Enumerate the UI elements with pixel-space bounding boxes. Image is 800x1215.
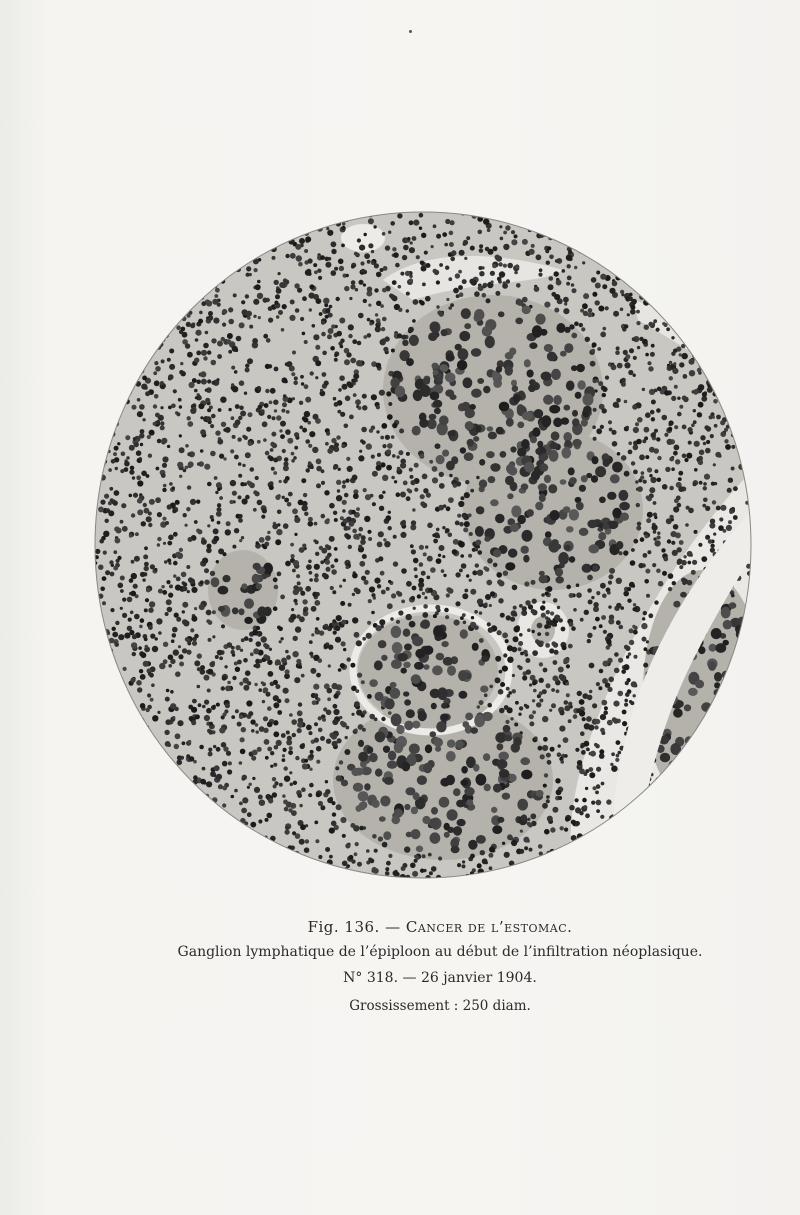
figure-number-date: N° 318. — 26 janvier 1904.: [343, 970, 537, 986]
paper-speck: [409, 30, 412, 33]
figure-magnification: Grossissement : 250 diam.: [349, 998, 531, 1014]
figure-title: Fig. 136. — Cancer de l’estomac.: [307, 918, 573, 936]
micrograph-figure: [93, 210, 753, 880]
figure-description: Ganglion lymphatique de l’épiploon au début de l’infiltration néoplasique.: [177, 944, 703, 960]
micrograph-image: [93, 210, 753, 880]
